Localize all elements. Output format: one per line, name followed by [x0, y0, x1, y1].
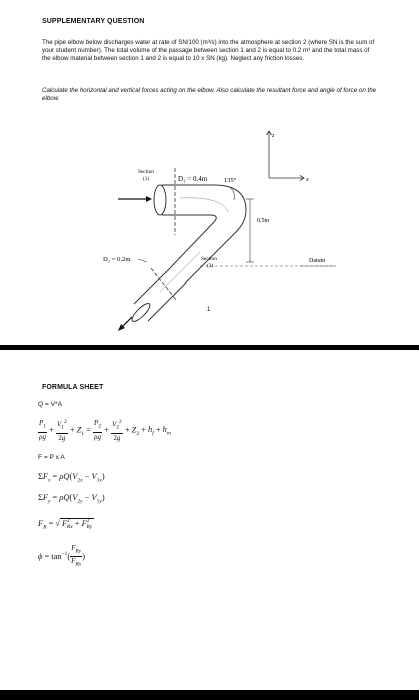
formula-sum-fx: $\Sigma F_x = \rho Q(V_{2x} - V_{1x})$ — [38, 472, 105, 484]
d2-label: D₂ = 0.2m — [103, 256, 131, 263]
section1-number: (1) — [143, 176, 150, 182]
formula-sum-fy: $\Sigma F_y = \rho Q(V_{2y} - V_{1y})$ — [38, 493, 105, 505]
formula-angle: $\phi = \tan^{-1}$( $\frac{F_{Ry}}{F_{Rx}}$ ) — [38, 544, 86, 568]
formula-sheet-heading: FORMULA SHEET — [42, 384, 104, 391]
axis-z-label: z — [272, 133, 275, 139]
section1-label: Section — [138, 169, 154, 175]
formula-sheet-page — [0, 350, 419, 690]
problem-statement: The pipe elbow below discharges water at rate of SN/100 (m³/s) into the atmosphere at section 2 (where SN is the sum of your student number). The total volume of the passage between section 1 and 2 is equal to 0.2 m³ and the total mass of the elbow material between section 1 and 2 is equal to 10 x SN (kg). Neglect any friction losses. — [42, 39, 375, 62]
pipe-elbow-diagram — [0, 0, 419, 345]
formula-discharge: Q = V*A — [38, 401, 63, 408]
supplementary-question-heading: SUPPLEMENTARY QUESTION — [42, 18, 145, 25]
axis-x-label: x — [306, 177, 309, 183]
height-label: 0.5m — [257, 218, 270, 224]
instruction-text: Calculate the horizontal and vertical forces acting on the elbow. Also calculate the resultant force and angle of force on the elbow. — [42, 87, 377, 102]
page-number: 1 — [207, 307, 211, 313]
section2-number: (2) — [207, 263, 214, 269]
datum-label: Datum — [309, 258, 326, 264]
section2-cut-line — [151, 268, 176, 300]
elbow-pipe — [130, 185, 246, 324]
question-page — [0, 0, 419, 345]
formula-force: F = P x A — [38, 454, 65, 461]
formula-bernoulli: $\frac{P_1}{\rho g}$ + $\frac{V_1^2}{2g}$ + $Z_1$ = $\frac{P_2}{\rho g}$ + $\frac{V_2^2}{2g}$ + $Z_2 + h_f + h_m$ — [39, 419, 171, 442]
section2-label: Section — [201, 256, 217, 262]
angle-label: 135° — [224, 177, 237, 184]
d1-label: D₁ = 0.4m — [178, 175, 208, 183]
formula-resultant: $F_R$ = √ $F^2_{Rx} + F^2_{Ry}$ — [38, 518, 93, 531]
